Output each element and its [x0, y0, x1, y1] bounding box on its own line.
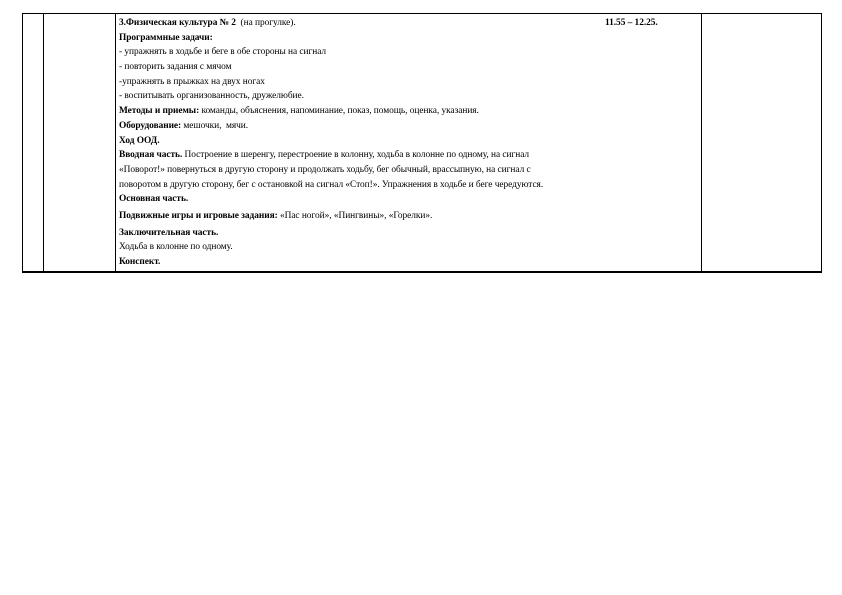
equipment-label: Оборудование: [119, 120, 182, 131]
column-divider-2 [115, 14, 116, 271]
methods-label: Методы и приемы: [119, 106, 200, 117]
column-divider-1 [43, 14, 44, 271]
intro-label: Вводная часть. [119, 150, 183, 161]
games-text: «Пас ногой», «Пингвины», «Горелки». [277, 210, 433, 221]
lesson-time: 11.55 – 12.25. [605, 18, 658, 28]
games-label: Подвижные игры и игровые задания: [119, 210, 278, 221]
intro-line-1 [119, 148, 697, 163]
summary-heading [119, 255, 697, 270]
task-item: - воспитывать организованность, дружелюбие. [119, 91, 304, 102]
intro-line-3: поворотом в другую сторону, бег с остановкой на сигнал «Стоп!». Упражнения в ходьбе и беге чередуются. [119, 179, 544, 190]
tasks-heading [119, 31, 697, 46]
lesson-title-rest: (на прогулке). [235, 18, 296, 28]
main-heading [119, 192, 697, 207]
intro-text-1: Построение в шеренгу, перестроение в колонну, ходьба в колонне по одному, на сигнал [182, 150, 530, 161]
methods-line [119, 104, 697, 119]
tasks-heading-text: Программные задачи: [119, 32, 213, 43]
final-text: Ходьба в колонне по одному. [119, 242, 233, 253]
equipment-text: мешочки, мячи. [181, 120, 249, 131]
games-line [119, 209, 697, 224]
lesson-table [22, 13, 822, 273]
lesson-content [119, 16, 697, 270]
intro-line-2: «Поворот!» повернуться в другую сторону и продолжать ходьбу, бег обычный, врассыпную, на сигнал с [119, 164, 531, 175]
task-item: - повторить задания с мячом [119, 62, 232, 73]
summary-heading-text: Конспект. [119, 257, 161, 267]
main-heading-text: Основная часть. [119, 194, 189, 205]
course-heading-text: Ход ООД. [119, 135, 160, 146]
equipment-line [119, 119, 697, 134]
column-divider-3 [701, 14, 702, 271]
methods-text: команды, объяснения, напоминание, показ, помощь, оценка, указания. [199, 106, 479, 117]
lesson-title-bold: 3.Физическая культура № 2 [119, 18, 236, 28]
task-item: -упражнять в прыжках на двух ногах [119, 76, 265, 87]
course-heading [119, 134, 697, 149]
final-heading-text: Заключительная часть. [119, 227, 219, 238]
final-heading [119, 226, 697, 241]
task-item: - упражнять в ходьбе и беге в обе стороны на сигнал [119, 47, 327, 58]
